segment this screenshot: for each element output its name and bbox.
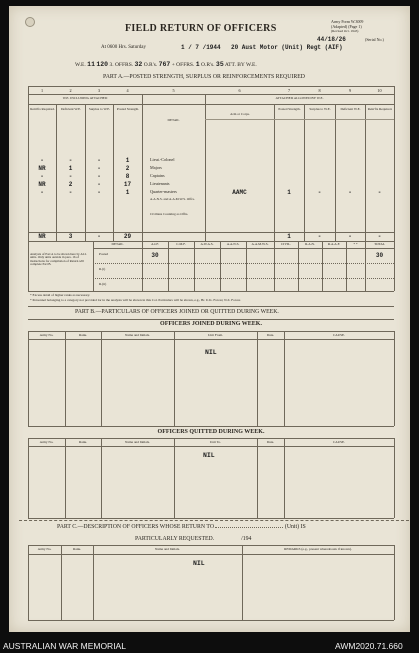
- unit-name: 20 Aust Motor (Unit) Regt (AIF): [231, 44, 343, 51]
- part-b-title: PART B.—PARTICULARS OF OFFICERS JOINED OR QUITTED DURING WEEK.: [75, 309, 279, 315]
- sub-header: Arm or Corps.: [230, 112, 250, 116]
- part-c-header: Rank.: [72, 547, 81, 551]
- joined-nil: NIL: [205, 349, 217, 356]
- total-cell: -: [377, 233, 382, 240]
- sub-header: Deficient W.E.: [340, 107, 361, 111]
- sub-header: Deficient W.E.: [60, 107, 82, 111]
- part-c-requested: PARTICULARLY REQUESTED. /194: [135, 536, 252, 542]
- col-num: 3: [97, 88, 101, 93]
- punch-hole: [25, 17, 35, 27]
- total-cell: 1: [287, 233, 291, 240]
- analysis-header: TOTAL: [374, 242, 385, 246]
- analysis-note: Analysis of Part A to be shown here by ALL units. Only units outside in para. 16 of instructions for compilation of Return will complete Part B.: [30, 252, 87, 267]
- return-date: 1 / 7 /1944: [181, 44, 221, 51]
- rank-label: A.A.N.S. and A.A.M.W.S. Offrs.: [150, 197, 195, 201]
- quitted-title: OFFICERS QUITTED DURING WEEK.: [157, 429, 265, 435]
- total-cell: -: [317, 233, 322, 240]
- sub-header: Posted Strength.: [278, 107, 301, 111]
- total-cell: 29: [123, 233, 132, 240]
- detail-header: DETAIL: [167, 118, 180, 122]
- col-num: 2: [69, 88, 72, 93]
- footnote: * Personnel belonging to a category not provided for in the analysis will be shown in this Col. Particulars will be shown, e.g., Br. U.K. Forces; N.Z. Forces: [30, 299, 241, 302]
- col-num: 6: [238, 88, 241, 93]
- part-c-header: Army No.: [37, 547, 52, 551]
- analysis-header: CIVIL.: [281, 242, 291, 246]
- joined-header: Unit From.: [207, 333, 224, 337]
- joined-header: Name and Initials.: [125, 333, 150, 337]
- analysis-header: A.I.F.: [151, 242, 159, 246]
- col-num: 10: [377, 88, 382, 93]
- part-a-title: PART A.—POSTED STRENGTH, SURPLUS OR REINFORCEMENTS REQUIRED: [103, 74, 305, 80]
- col-num: 4: [126, 88, 129, 93]
- serial-number: 44/18/26: [317, 36, 346, 43]
- total-cell: NR: [38, 233, 46, 240]
- analysis-row-label: Posted: [99, 252, 109, 256]
- col-num: 1: [40, 88, 44, 93]
- quitted-header: Rank.: [78, 440, 87, 444]
- col-num: 7: [287, 88, 291, 93]
- posted-att-value: 1: [287, 189, 291, 196]
- joined-header: Date.: [266, 333, 275, 337]
- col4-values: 1 2 8 17 1: [123, 157, 132, 196]
- col1-values: - NR - NR -: [38, 157, 46, 196]
- part-c-title: PART C.—DESCRIPTION OF OFFICERS WHOSE RETURN TO (Unit) IS: [57, 524, 306, 530]
- we-including-header: W.E. INCLUDING ATTACHED: [62, 96, 108, 100]
- footnote: * Excess detail of higher ranks as necessary.: [30, 293, 91, 297]
- rank-label: Quarter-masters: [150, 189, 177, 194]
- analysis-row-label: R.(i): [99, 267, 106, 271]
- form-revised: (Revised Oct. 1943): [331, 29, 359, 33]
- form-title: FIELD RETURN OF OFFICERS: [125, 23, 277, 34]
- col-num: 9: [348, 88, 352, 93]
- footer-institution: AUSTRALIAN WAR MEMORIAL: [3, 641, 126, 651]
- part-c-header: REMARKS (e.g., present whereabouts if known).: [284, 547, 352, 551]
- joined-header: CAUSE.: [333, 333, 345, 337]
- total-cell: -: [348, 233, 352, 240]
- footer-accession: AWM2020.71.660: [335, 641, 403, 651]
- rank-label: Civilians Counting as Offrs.: [150, 212, 189, 216]
- quitted-nil: NIL: [203, 452, 215, 459]
- total-cell: -: [97, 233, 101, 240]
- sub-header: Posted Strength.: [116, 107, 140, 111]
- form-adapted: (Adapted) (Page 1): [331, 24, 362, 29]
- analysis-header: A.A.M.W.S.: [251, 242, 269, 246]
- attached-allowed-header: ATTACHED ALLOWED BY W.E.: [275, 96, 324, 100]
- analysis-row-label: R.(ii): [99, 282, 107, 286]
- form-number: Army Form W.3009: [331, 19, 364, 24]
- part-c-header: Name and Initials.: [155, 547, 180, 551]
- quitted-header: Army No.: [39, 440, 54, 444]
- joined-title: OFFICERS JOINED DURING WEEK.: [160, 321, 262, 327]
- quitted-header: CAUSE.: [333, 440, 345, 444]
- col-num: 5: [172, 88, 175, 93]
- total-cell: 3: [68, 233, 73, 240]
- quitted-header: Unit To.: [209, 440, 222, 444]
- deficient-att-value: -: [348, 189, 352, 196]
- form-page: [9, 6, 410, 632]
- analysis-header: R.A.A.F.: [327, 242, 341, 246]
- rank-label: Lieut.-Colonel: [150, 157, 175, 162]
- rank-label: Captains: [150, 173, 165, 178]
- serial-label: (Serial No.): [365, 37, 384, 42]
- sub-header: Surplus to W.E.: [88, 107, 111, 111]
- col2-values: - 1 - 2 -: [68, 157, 73, 196]
- surplus-att-value: -: [317, 189, 322, 196]
- arm-corps-value: AAMC: [232, 189, 247, 196]
- quitted-header: Date.: [266, 440, 275, 444]
- aif-posted: 30: [151, 252, 159, 259]
- strength-line: W.E. 11 120 3. OFFRS. 32 O.R's. 767 + OFFRS. 1 O.R's. 35 ATT. BY W.E.: [75, 61, 257, 68]
- reinf-att-value: -: [377, 189, 382, 196]
- analysis-header: C.M.F.: [176, 242, 186, 246]
- analysis-header: * *: [353, 242, 358, 246]
- sub-header: Rein'fts Required.: [367, 107, 393, 111]
- part-c-nil: NIL: [193, 560, 205, 567]
- rank-label: Majors: [150, 165, 162, 170]
- total-posted: 30: [375, 252, 384, 259]
- joined-header: Rank.: [78, 333, 87, 337]
- analysis-header: A.A.N.S.: [226, 242, 240, 246]
- col3-values: - - - - -: [97, 157, 101, 196]
- joined-header: Army No.: [39, 333, 54, 337]
- hrs-label: At 0600 Hrs. Saturday: [101, 45, 146, 50]
- rank-label: Lieutenants: [150, 181, 170, 186]
- col-num: 8: [318, 88, 321, 93]
- sub-header: Surplus to W.E.: [309, 107, 331, 111]
- analysis-header: A.W.A.S.: [200, 242, 214, 246]
- analysis-header: R.A.N.: [305, 242, 315, 246]
- quitted-header: Name and Initials.: [125, 440, 150, 444]
- sub-header: Rein'fts Required.: [30, 107, 55, 111]
- analysis-header: DETAIL: [111, 242, 124, 246]
